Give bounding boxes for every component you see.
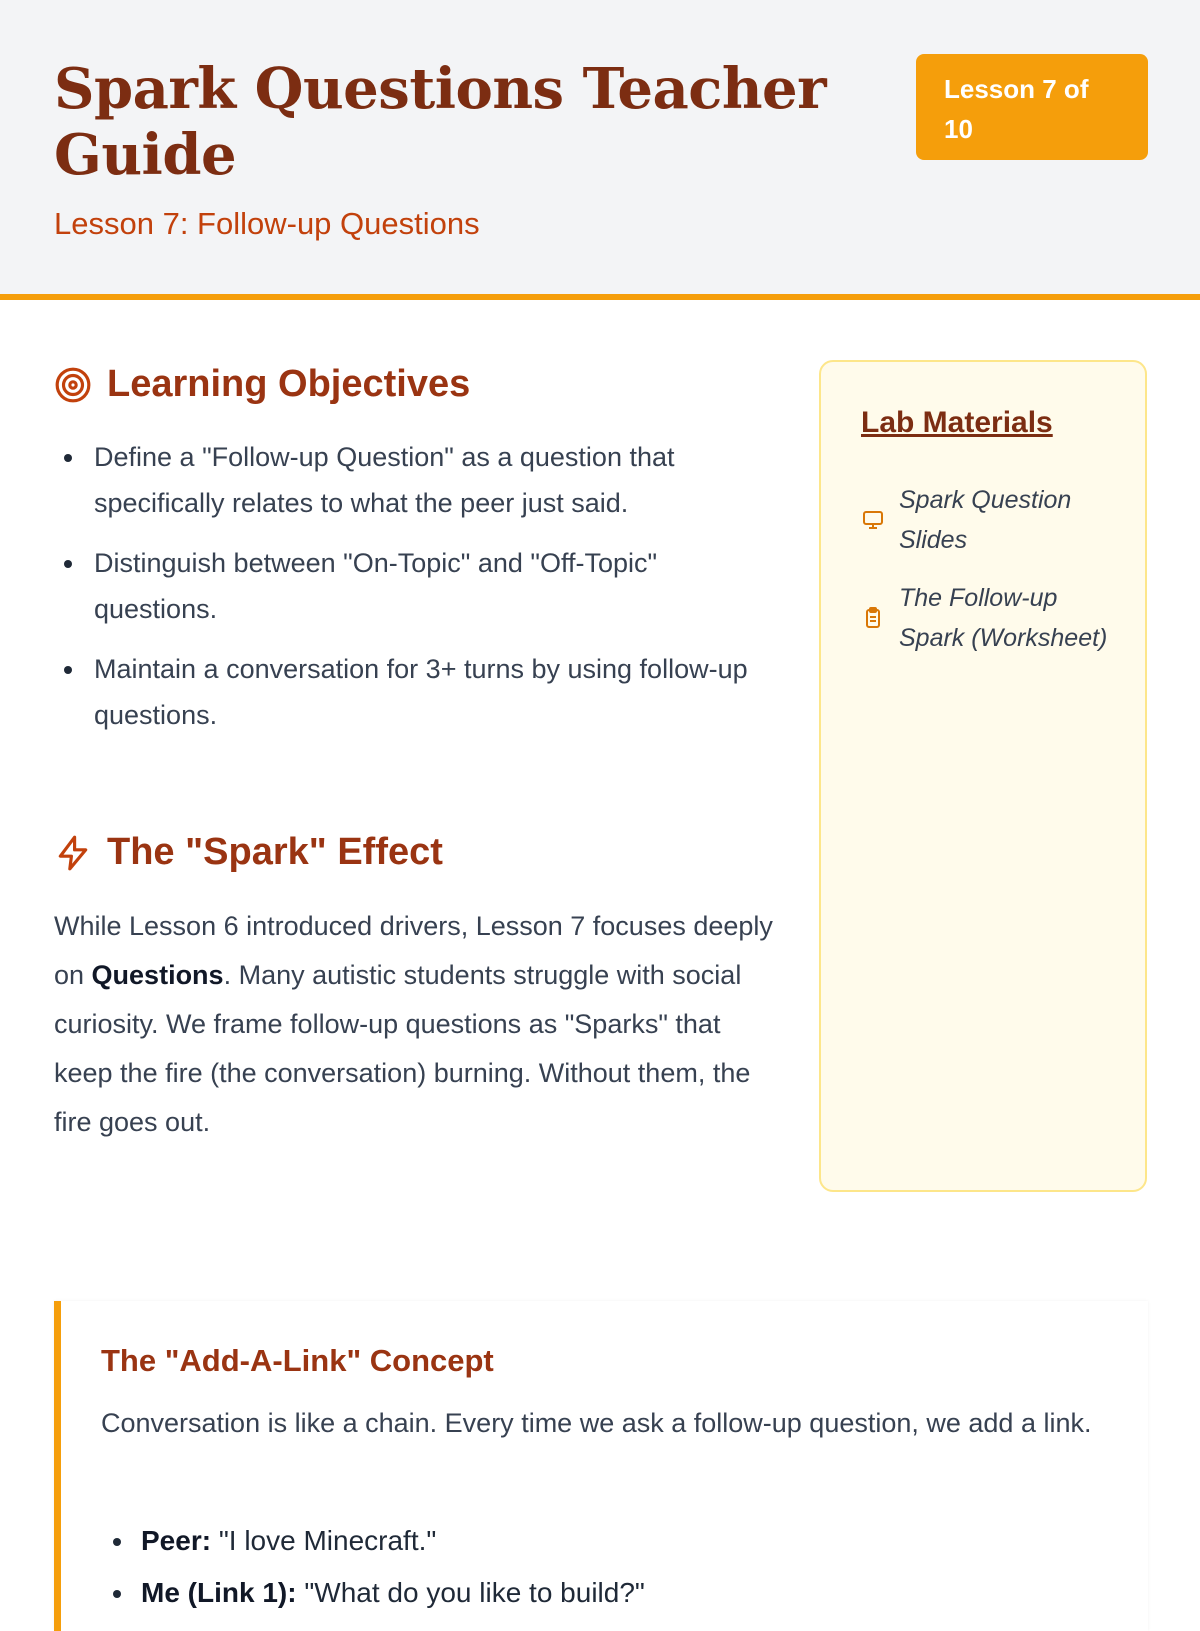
spark-text-bold: Questions bbox=[91, 960, 224, 990]
list-item: Distinguish between "On-Topic" and "Off-Topic" questions. bbox=[54, 540, 774, 632]
clipboard-icon bbox=[861, 606, 885, 630]
material-item-worksheet[interactable] bbox=[861, 578, 1111, 658]
target-icon bbox=[54, 366, 92, 404]
material-item-slides[interactable] bbox=[861, 480, 1131, 560]
material-label: The Follow-up Spark (Worksheet) bbox=[899, 584, 1108, 652]
concept-text: Conversation is like a chain. Every time we ask a follow-up question, we add a link. bbox=[101, 1408, 1092, 1438]
concept-title: The "Add-A-Link" Concept bbox=[101, 1343, 494, 1378]
list-item bbox=[101, 1519, 1101, 1563]
material-label: Spark Question Slides bbox=[899, 486, 1072, 554]
speaker-label: Me (Link 1): bbox=[141, 1577, 297, 1608]
lab-materials-panel bbox=[819, 360, 1147, 1192]
spark-text-after: . Many autistic students struggle with social curiosity. We frame follow-up questions as "Sparks" that keep the fire (the conversation) burning. Without them, the fire goes out. bbox=[54, 960, 751, 1137]
speaker-quote: "What do you like to build?" bbox=[296, 1577, 645, 1608]
materials-title: Lab Materials bbox=[861, 406, 1053, 439]
speaker-quote: "I love Minecraft." bbox=[211, 1525, 437, 1556]
page-header bbox=[0, 0, 1200, 300]
spark-paragraph bbox=[54, 902, 774, 1147]
spark-heading bbox=[54, 831, 443, 874]
monitor-icon bbox=[861, 508, 885, 532]
objectives-heading bbox=[54, 363, 470, 406]
chain-example-list bbox=[101, 1519, 1101, 1623]
objectives-list bbox=[54, 434, 774, 752]
lesson-badge: Lesson 7 of 10 bbox=[916, 54, 1148, 160]
speaker-label: Peer: bbox=[141, 1525, 212, 1556]
list-item: Maintain a conversation for 3+ turns by using follow-up questions. bbox=[54, 646, 774, 738]
lightning-icon bbox=[54, 834, 92, 872]
list-item: Define a "Follow-up Question" as a question that specifically relates to what the peer just said. bbox=[54, 434, 774, 526]
add-a-link-callout bbox=[54, 1301, 1148, 1631]
list-item bbox=[101, 1571, 1101, 1615]
spark-heading-text: The "Spark" Effect bbox=[107, 831, 443, 873]
lesson-subtitle: Lesson 7: Follow-up Questions bbox=[54, 206, 480, 241]
page-title: Spark Questions Teacher Guide bbox=[54, 56, 827, 188]
objectives-heading-text: Learning Objectives bbox=[107, 363, 471, 405]
spark-text-before: While Lesson 6 introduced drivers, Lesson 7 focuses deeply on bbox=[54, 911, 773, 990]
